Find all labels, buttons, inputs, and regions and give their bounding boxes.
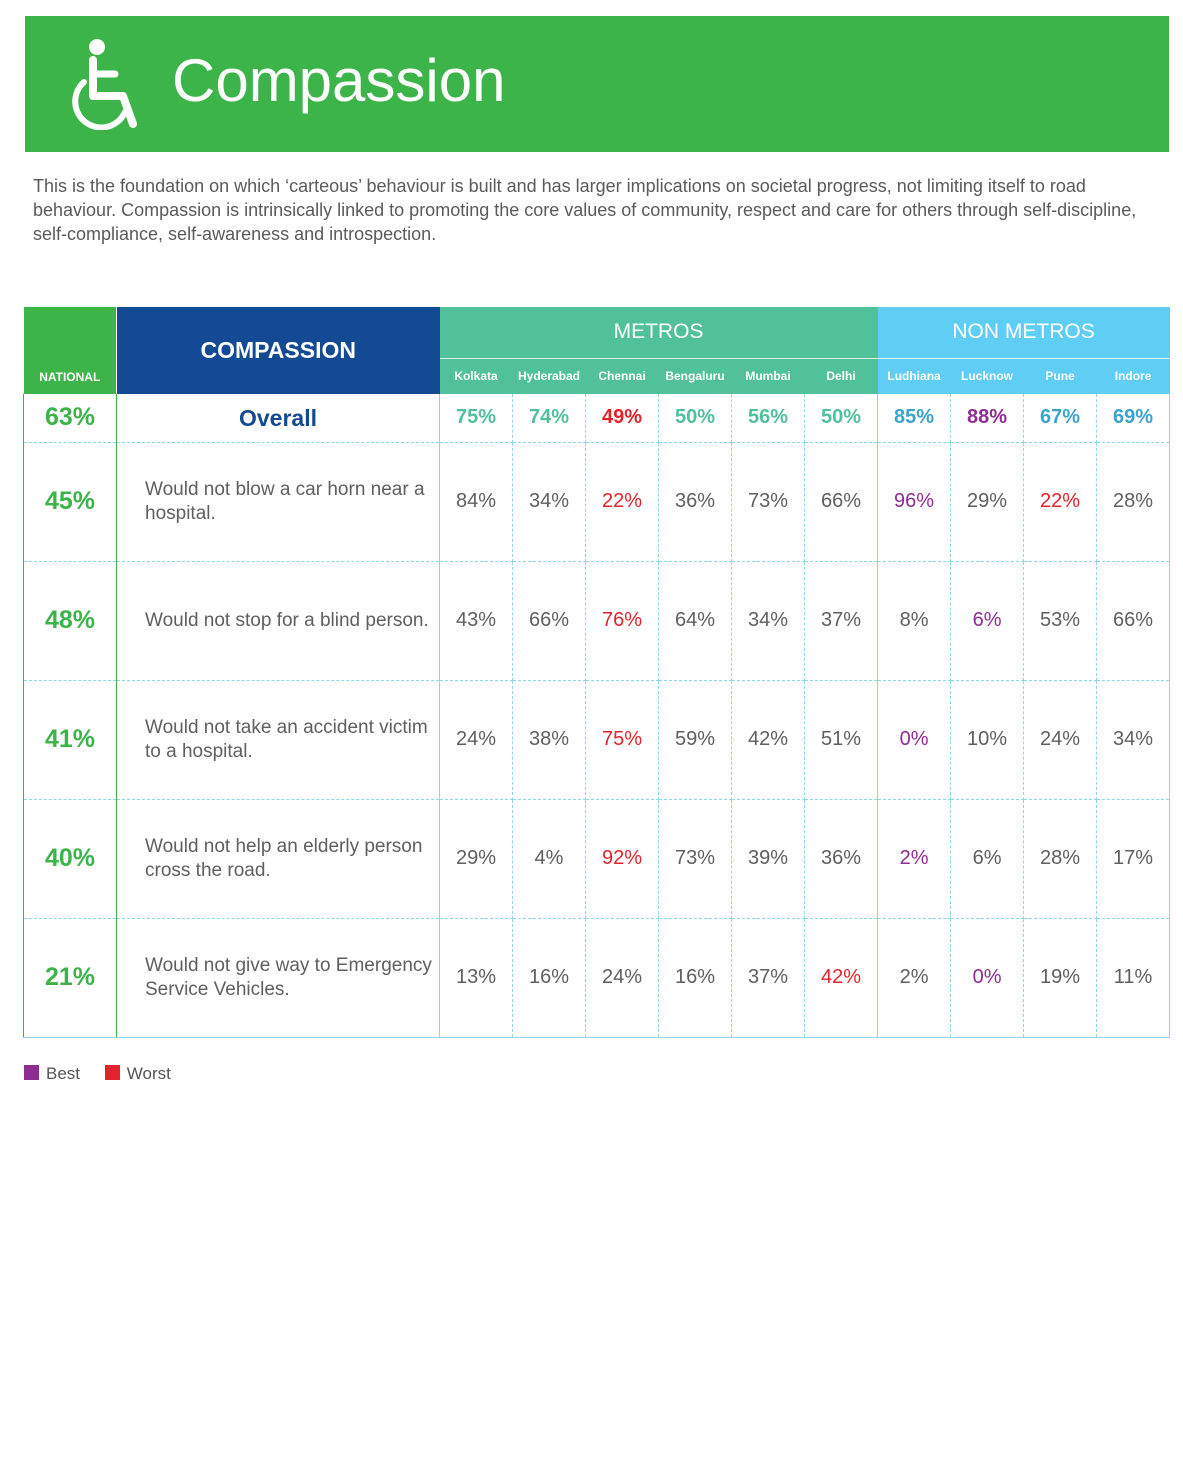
value-cell: 6% [951,561,1024,680]
value-cell: 2% [878,799,951,918]
header-banner [25,16,1169,152]
city-header: Mumbai [732,358,805,394]
value-cell: 8% [878,561,951,680]
legend-best-label: Best [46,1064,81,1083]
overall-row [24,394,1170,442]
value-cell: 74% [513,394,586,442]
value-cell: 10% [951,680,1024,799]
city-header: Delhi [805,358,878,394]
value-cell: 84% [440,442,513,561]
value-cell: 17% [1097,799,1170,918]
value-cell: 73% [732,442,805,561]
value-cell: 22% [1024,442,1097,561]
value-cell: 28% [1097,442,1170,561]
row-label: Would not take an accident victim to a hospital. [117,680,440,799]
city-header: Ludhiana [878,358,951,394]
value-cell: 34% [732,561,805,680]
nonmetros-header: NON METROS [878,307,1170,358]
value-cell: 73% [659,799,732,918]
intro-paragraph: This is the foundation on which ‘carteous’ behaviour is built and has larger implications on societal progress, not limiting itself to road behaviour. Compassion is intrinsically linked to promoting the core values of community, respect and care for others through self-discipline, self-compliance, self-awareness and introspection. [33,176,1137,244]
value-cell: 42% [805,918,878,1037]
national-header: NATIONAL [24,307,117,394]
value-cell: 69% [1097,394,1170,442]
value-cell: 66% [805,442,878,561]
page-title: Compassion [172,47,506,114]
value-cell: 29% [951,442,1024,561]
value-cell: 50% [659,394,732,442]
national-value: 41% [24,680,117,799]
table-row [24,442,1170,561]
value-cell: 56% [732,394,805,442]
value-cell: 2% [878,918,951,1037]
value-cell: 67% [1024,394,1097,442]
value-cell: 49% [586,394,659,442]
compassion-header: COMPASSION [117,307,440,394]
table-row [24,561,1170,680]
value-cell: 16% [659,918,732,1037]
national-value: 21% [24,918,117,1037]
value-cell: 0% [878,680,951,799]
value-cell: 75% [440,394,513,442]
value-cell: 96% [878,442,951,561]
value-cell: 42% [732,680,805,799]
value-cell: 4% [513,799,586,918]
value-cell: 11% [1097,918,1170,1037]
value-cell: 59% [659,680,732,799]
value-cell: 39% [732,799,805,918]
city-header: Indore [1097,358,1170,394]
value-cell: 28% [1024,799,1097,918]
table-row [24,799,1170,918]
legend [24,1064,191,1084]
city-header: Lucknow [951,358,1024,394]
row-label: Would not stop for a blind person. [117,561,440,680]
table-row [24,918,1170,1037]
row-label: Would not help an elderly person cross the road. [117,799,440,918]
table-row [24,680,1170,799]
value-cell: 51% [805,680,878,799]
value-cell: 66% [1097,561,1170,680]
national-value: 63% [24,394,117,442]
value-cell: 37% [732,918,805,1037]
value-cell: 13% [440,918,513,1037]
legend-best [24,1064,80,1084]
value-cell: 53% [1024,561,1097,680]
value-cell: 75% [586,680,659,799]
best-swatch [24,1065,39,1080]
value-cell: 92% [586,799,659,918]
city-header: Chennai [586,358,659,394]
city-header: Hyderabad [513,358,586,394]
value-cell: 37% [805,561,878,680]
value-cell: 76% [586,561,659,680]
value-cell: 19% [1024,918,1097,1037]
value-cell: 36% [805,799,878,918]
legend-worst [105,1064,171,1084]
value-cell: 0% [951,918,1024,1037]
value-cell: 85% [878,394,951,442]
value-cell: 50% [805,394,878,442]
value-cell: 6% [951,799,1024,918]
value-cell: 43% [440,561,513,680]
value-cell: 29% [440,799,513,918]
value-cell: 36% [659,442,732,561]
value-cell: 24% [1024,680,1097,799]
national-value: 48% [24,561,117,680]
value-cell: 34% [1097,680,1170,799]
metros-header: METROS [440,307,878,358]
value-cell: 24% [440,680,513,799]
row-label: Would not give way to Emergency Service Vehicles. [117,918,440,1037]
row-label: Would not blow a car horn near a hospital. [117,442,440,561]
legend-worst-label: Worst [126,1064,171,1083]
city-header: Kolkata [440,358,513,394]
national-value: 45% [24,442,117,561]
value-cell: 66% [513,561,586,680]
value-cell: 22% [586,442,659,561]
value-cell: 88% [951,394,1024,442]
worst-swatch [105,1065,120,1080]
value-cell: 34% [513,442,586,561]
value-cell: 38% [513,680,586,799]
value-cell: 16% [513,918,586,1037]
city-header: Bengaluru [659,358,732,394]
wheelchair-icon [67,38,147,130]
national-value: 40% [24,799,117,918]
row-label: Overall [117,394,440,442]
value-cell: 64% [659,561,732,680]
city-header: Pune [1024,358,1097,394]
value-cell: 24% [586,918,659,1037]
compassion-table [23,307,1170,1038]
